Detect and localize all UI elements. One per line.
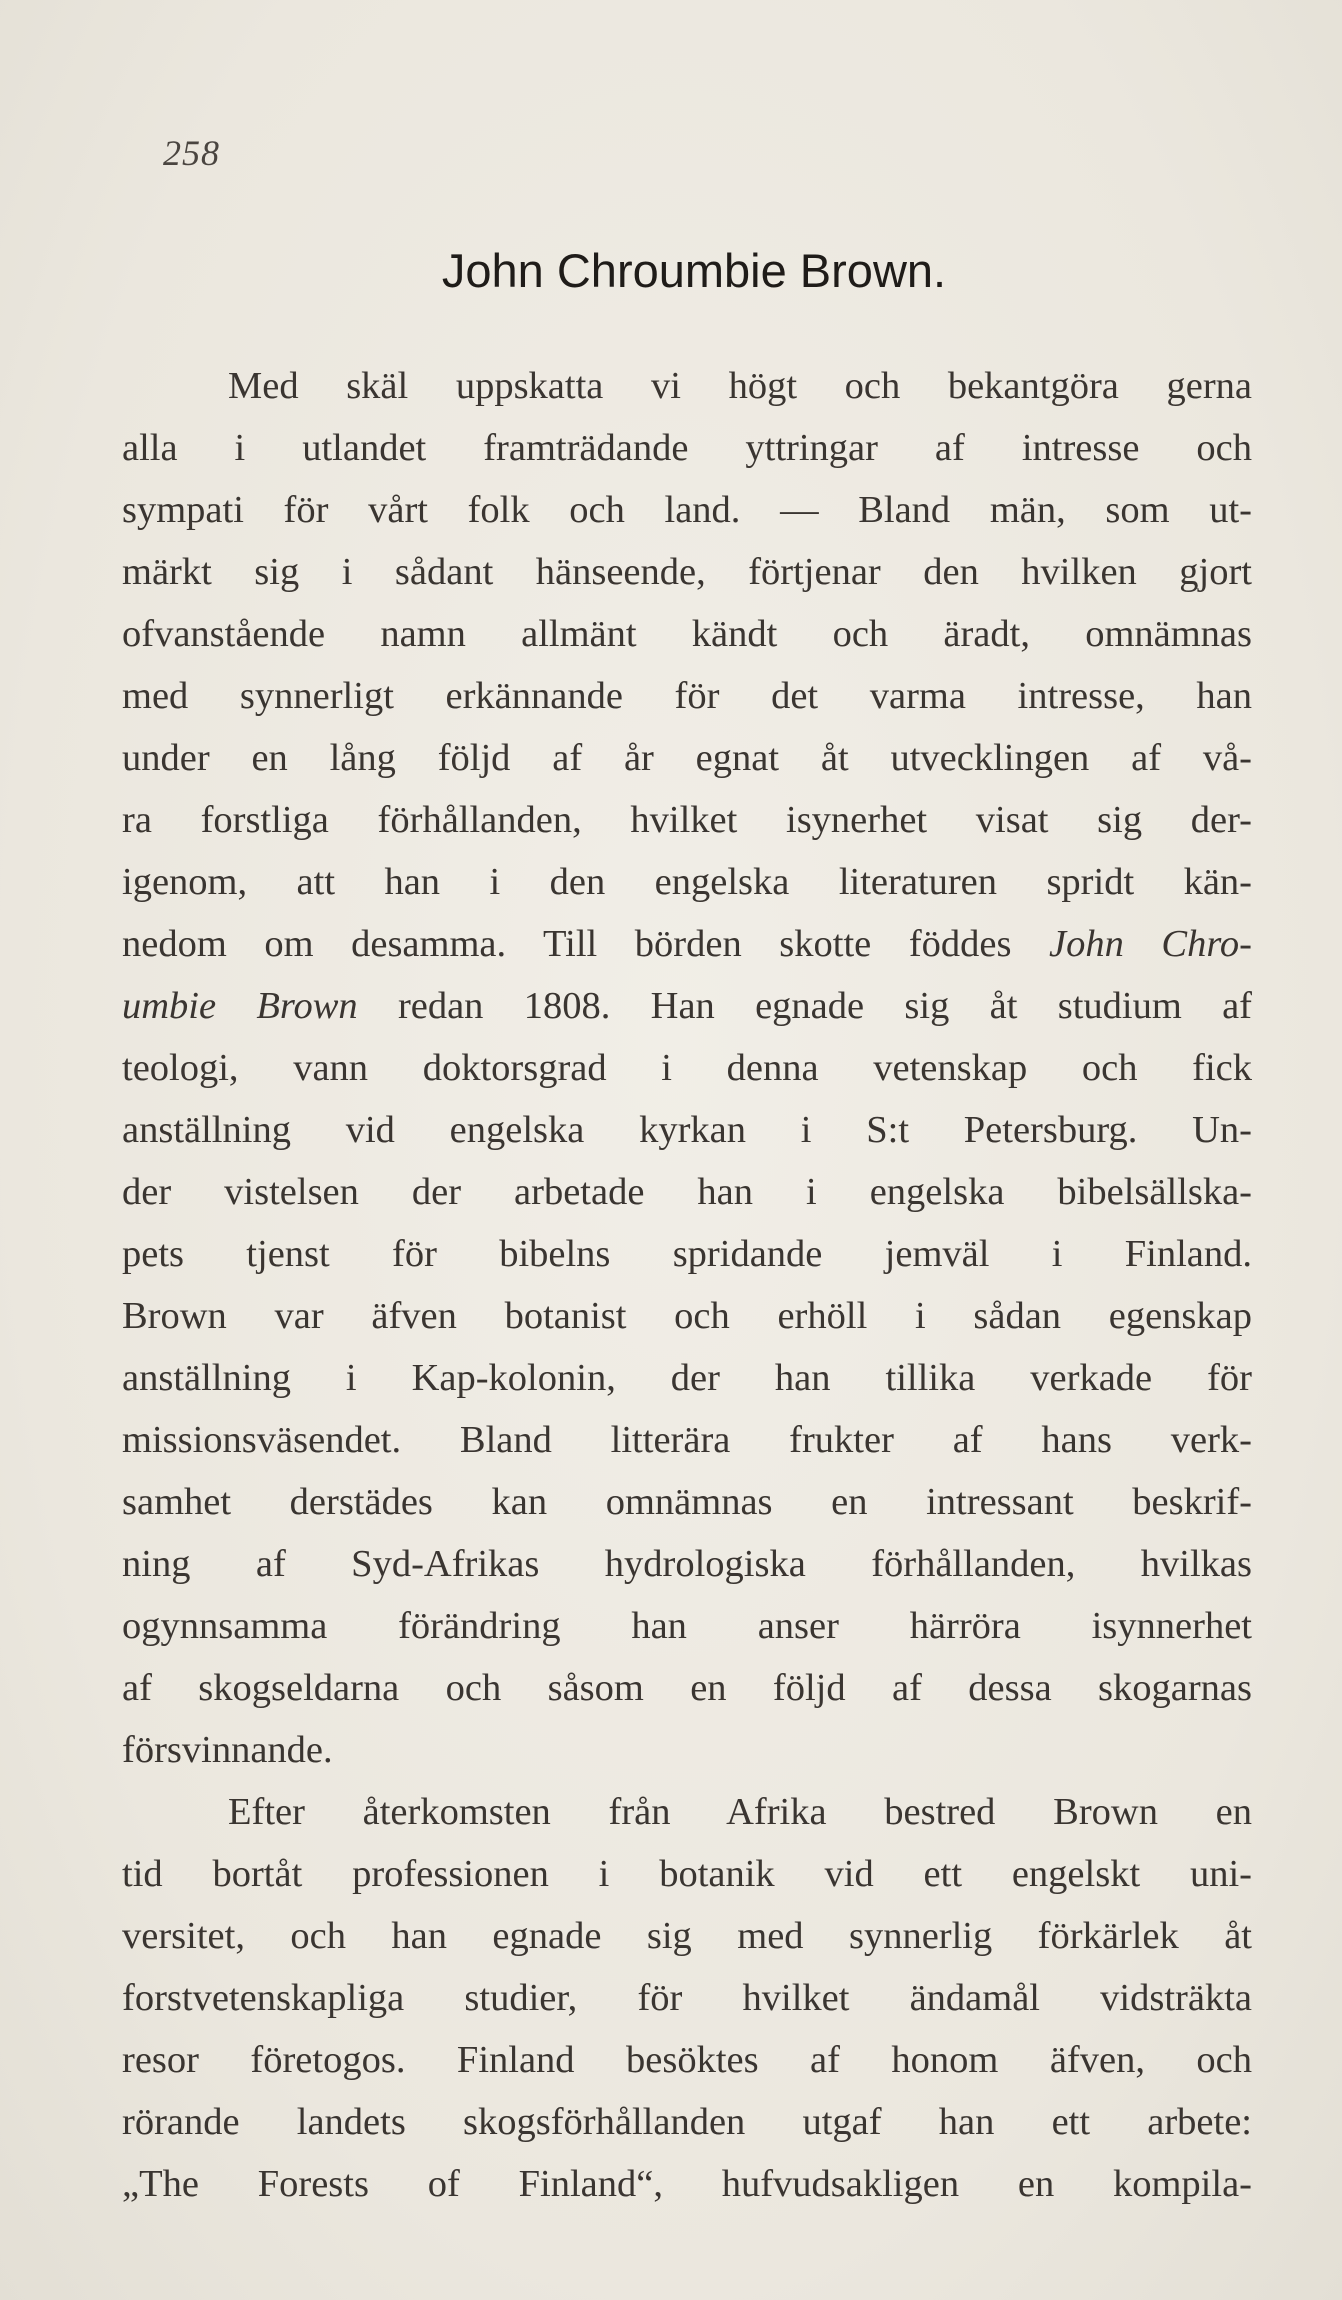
- text-line: forstvetenskapliga studier, för hvilket ändamål vidsträkta: [122, 1977, 1252, 2019]
- text-line: igenom, att han i den engelska literaturen spridt kän-: [122, 861, 1252, 903]
- text-line: Brown var äfven botanist och erhöll i sådan egenskap: [122, 1295, 1252, 1337]
- text-fragment: redan 1808. Han egnade sig åt studium af: [357, 985, 1252, 1027]
- text-line: ogynnsamma förändring han anser härröra isynnerhet: [122, 1605, 1252, 1647]
- text-line: Med skäl uppskatta vi högt och bekantgöra gerna: [228, 365, 1252, 407]
- text-line: pets tjenst för bibelns spridande jemväl i Finland.: [122, 1233, 1252, 1275]
- text-line: [122, 975, 1252, 1037]
- text-line: med synnerligt erkännande för det varma intresse, han: [122, 675, 1252, 717]
- text-line: under en lång följd af år egnat åt utvecklingen af vå-: [122, 737, 1252, 779]
- text-line: anställning vid engelska kyrkan i S:t Petersburg. Un-: [122, 1109, 1252, 1151]
- text-line: Efter återkomsten från Afrika bestred Brown en: [228, 1791, 1252, 1833]
- paragraph-1: [122, 355, 1252, 1781]
- person-name-italic: umbie Brown: [122, 985, 358, 1027]
- text-line: ofvanstående namn allmänt kändt och äradt, omnämnas: [122, 613, 1252, 655]
- text-line: alla i utlandet framträdande yttringar af intresse och: [122, 427, 1252, 469]
- text-line: ning af Syd-Afrikas hydrologiska förhållanden, hvilkas: [122, 1543, 1252, 1585]
- article-title-text: John Chroumbie Brown.: [441, 244, 947, 297]
- text-line: teologi, vann doktorsgrad i denna vetenskap och fick: [122, 1047, 1252, 1089]
- article-body: [122, 355, 1252, 2215]
- text-line: [122, 913, 1252, 975]
- text-line: anställning i Kap-kolonin, der han tillika verkade för: [122, 1357, 1252, 1399]
- text-line: „The Forests of Finland“, hufvudsakligen en kompila-: [122, 2163, 1252, 2205]
- text-fragment: nedom om desamma. Till börden skotte föddes: [122, 923, 1050, 965]
- paragraph-2: [122, 1781, 1252, 2215]
- article-title: [0, 243, 1342, 298]
- text-line: försvinnande.: [122, 1729, 333, 1771]
- text-line: af skogseldarna och såsom en följd af dessa skogarnas: [122, 1667, 1252, 1709]
- text-line: rörande landets skogsförhållanden utgaf han ett arbete:: [122, 2101, 1252, 2143]
- text-line: der vistelsen der arbetade han i engelska bibelsällska-: [122, 1171, 1252, 1213]
- text-line: ra forstliga förhållanden, hvilket isynerhet visat sig der-: [122, 799, 1252, 841]
- page-number: 258: [163, 133, 220, 173]
- person-name-italic: John Chro-: [1049, 923, 1252, 965]
- text-line: märkt sig i sådant hänseende, förtjenar den hvilken gjort: [122, 551, 1252, 593]
- text-line: missionsväsendet. Bland litterära frukter af hans verk-: [122, 1419, 1252, 1461]
- text-line: sympati för vårt folk och land. — Bland män, som ut-: [122, 489, 1252, 531]
- text-line: resor företogos. Finland besöktes af honom äfven, och: [122, 2039, 1252, 2081]
- text-line: versitet, och han egnade sig med synnerlig förkärlek åt: [122, 1915, 1252, 1957]
- text-line: tid bortåt professionen i botanik vid ett engelskt uni-: [122, 1853, 1252, 1895]
- text-line: samhet derstädes kan omnämnas en intressant beskrif-: [122, 1481, 1252, 1523]
